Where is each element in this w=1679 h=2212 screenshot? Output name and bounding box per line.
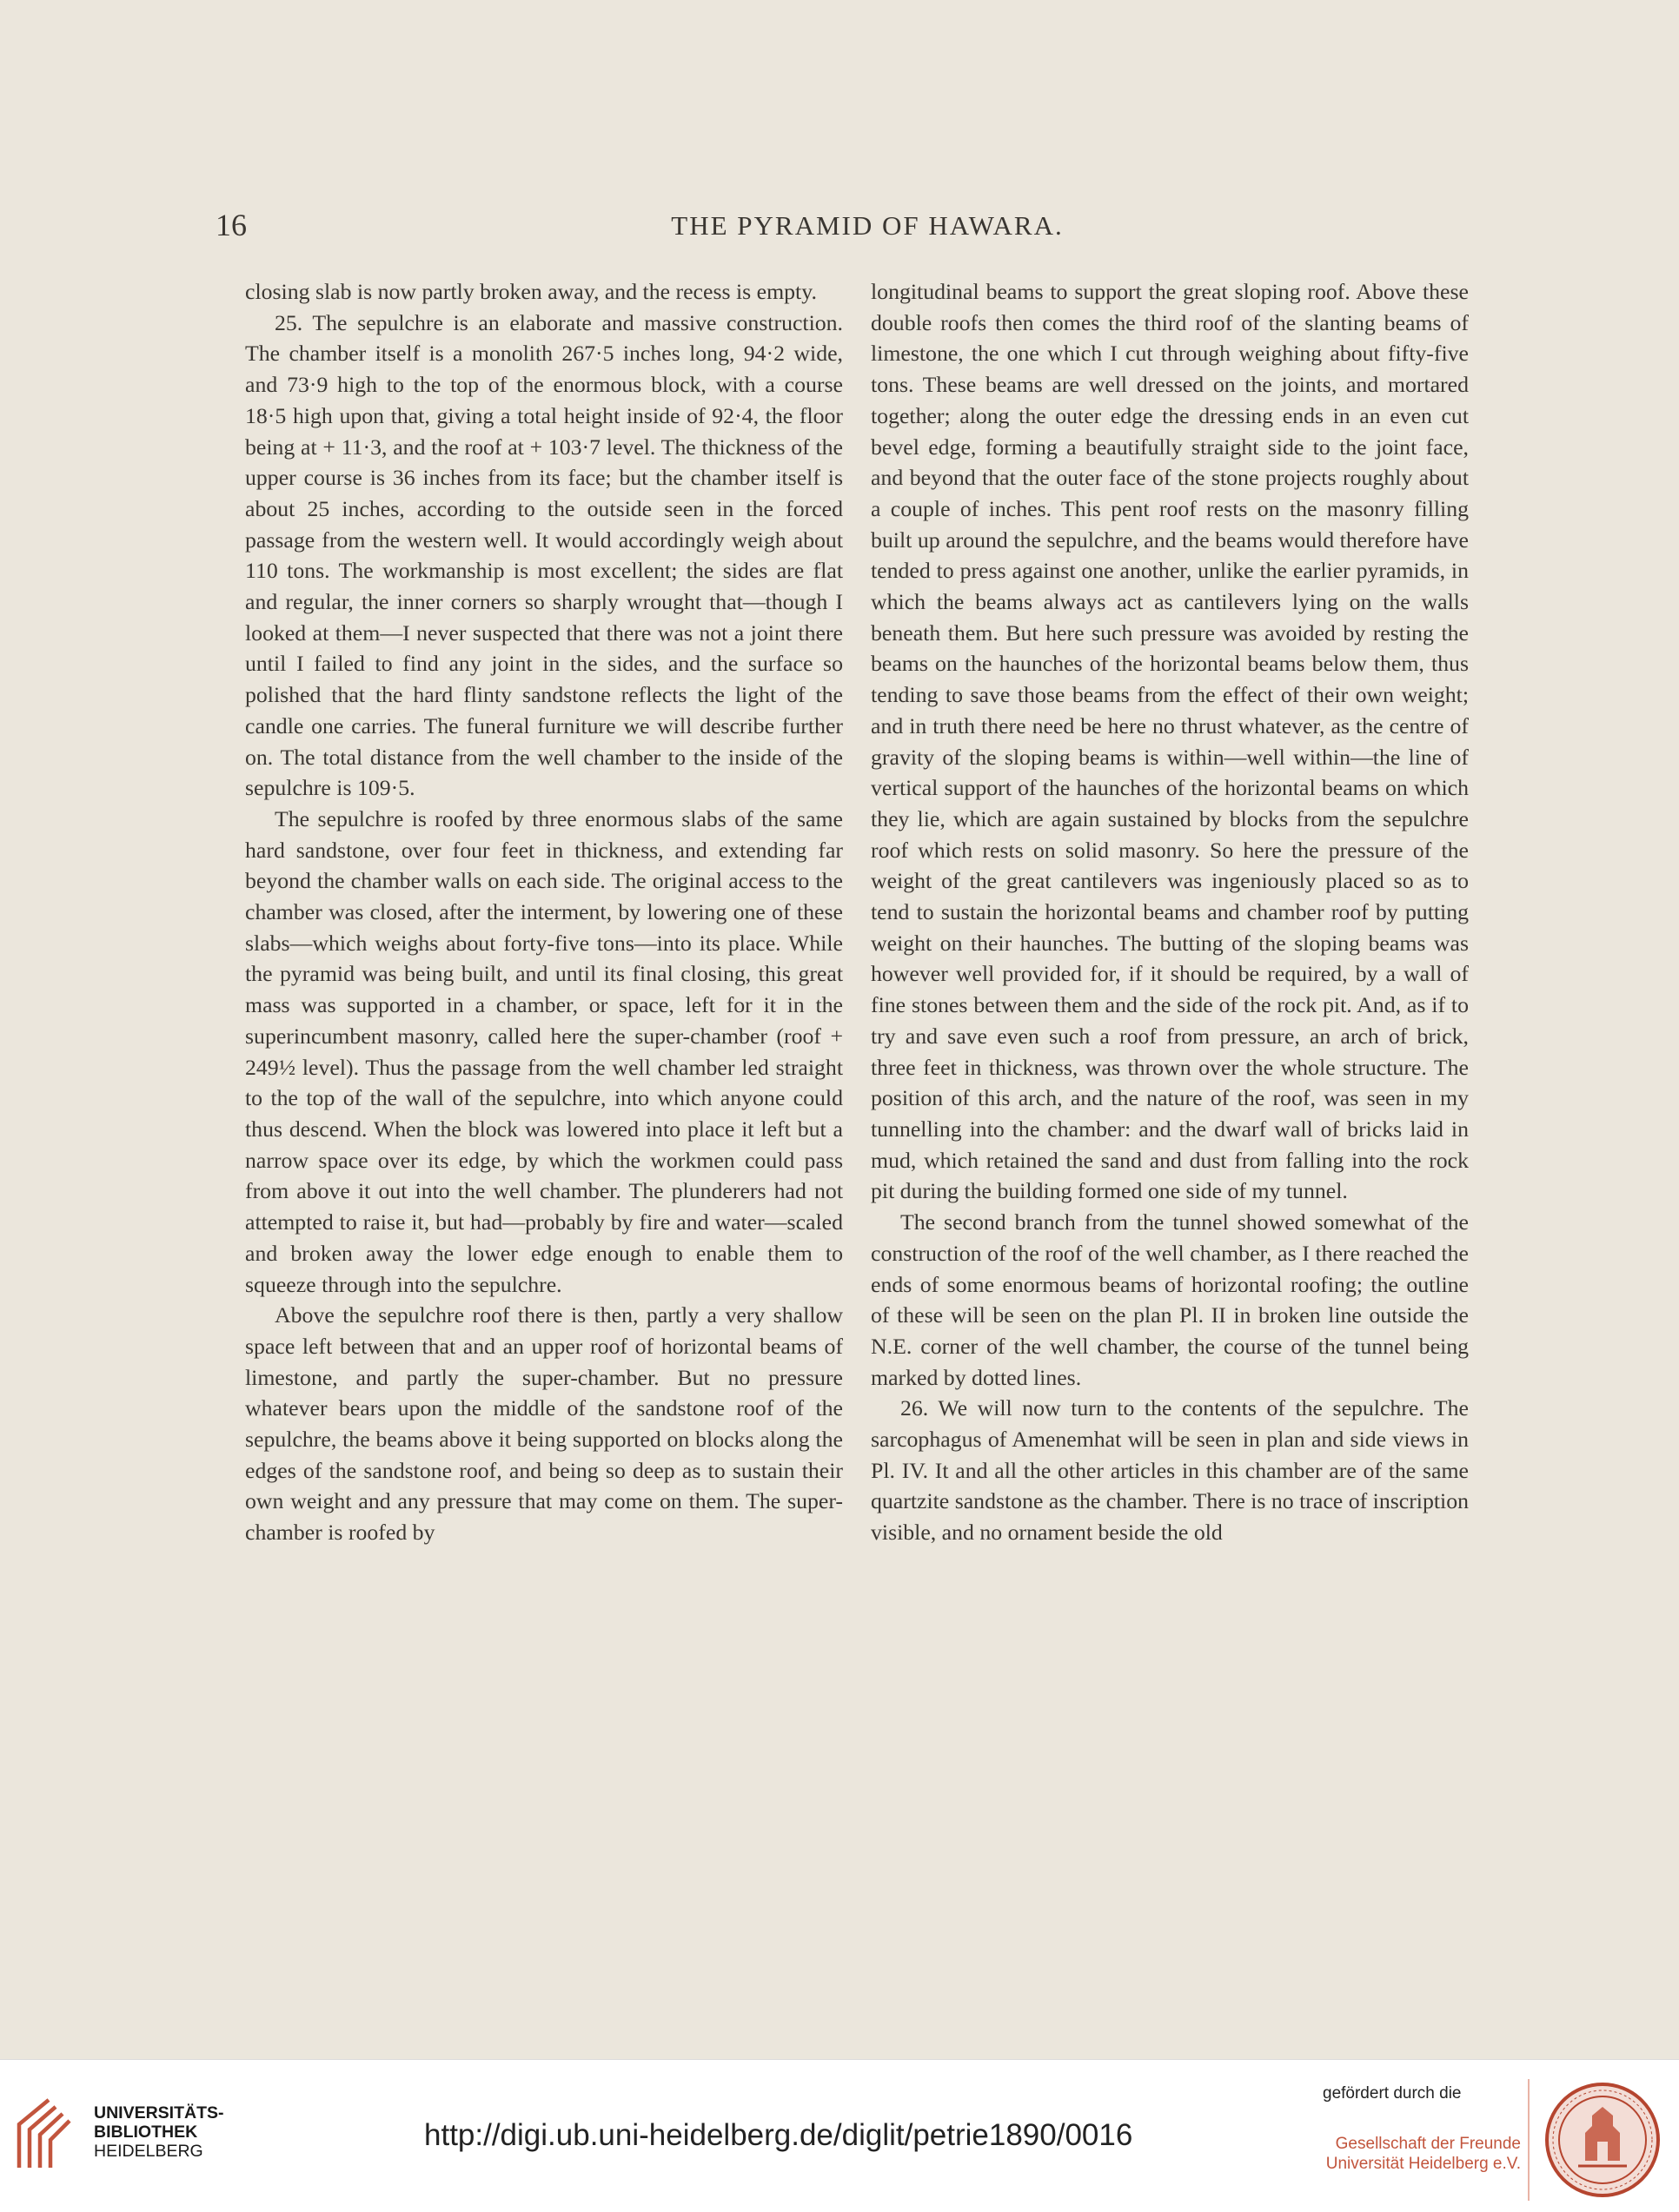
paragraph: Above the sepulchre roof there is then, partly a very shallow space left between that and an upper roof of horizontal beams of limestone, and partly the super-chamber. But no pressure whatever bears upon the middle of the sandstone roof of the sepulchre, the beams above it being supported on blocks along the edges of the sandstone roof, and being so deep as to sustain their own weight and any pressure that may come on them. The super-chamber is roofed by	[245, 1302, 843, 1546]
library-logo-icon[interactable]	[14, 2095, 85, 2173]
right-column	[871, 276, 1469, 1548]
paragraph: longitudinal beams to support the great sloping roof. Above these double roofs then comes the third roof of the slanting beams of limestone, the one which I cut through weighing about fifty-five tons. These beams are well dressed on the joints, and mortared together; along the outer edge the dressing ends in an even cut bevel edge, forming a beautifully straight side to the joint face, and beyond that the outer face of the stone projects roughly about a couple of inches. This pent roof rests on the masonry filling built up around the sepulchre, and the beams would therefore have tended to press against one another, unlike the earlier pyramids, in which the beams always act as cantilevers lying on the walls beneath them. But here such pressure was avoided by resting the beams on the haunches of the horizontal beams below them, thus tending to save those beams from the effect of their own weight; and in truth there need be here no thrust whatever, as the centre of gravity of the sloping beams is within—well within—the line of vertical support of the haunches of the horizontal beams on which they lie, which are again sustained by blocks from the sepulchre roof which rests on solid masonry. So here the pressure of the weight of the great cantilevers was ingeniously placed so as to tend to sustain the horizontal beams and chamber roof by putting weight on their haunches. The butting of the sloping beams was however well provided for, if it should be required, by a wall of fine stones between them and the side of the rock pit. And, as if to try and save even such a roof from pressure, an arch of brick, three feet in thickness, was thrown over the whole structure. The position of this arch, and the nature of the roof, was seen in my tunnelling into the chamber: and the dwarf wall of bricks laid in mud, which retained the sand and dust from falling into the rock pit during the building formed one side of my tunnel.	[871, 279, 1469, 1204]
paragraph: The second branch from the tunnel showed somewhat of the construction of the roof of the well chamber, as I there reached the ends of some enormous beams of horizontal roofing; the outline of these will be seen on the plan Pl. II in broken line outside the N.E. corner of the well chamber, the course of the tunnel being marked by dotted lines.	[871, 1209, 1469, 1390]
funded-by-label: gefördert durch die	[1323, 2084, 1462, 2103]
page-number: 16	[216, 208, 247, 242]
society-name: Gesellschaft der Freunde Universität Heidelberg e.V.	[1325, 2135, 1521, 2173]
paragraph: 26. We will now turn to the contents of the sepulchre. The sarcophagus of Amenemhat will be seen in plan and side views in Pl. IV. It and all the other articles in this chamber are of the same quartzite sandstone as the chamber. There is no trace of inscription visible, and no ornament beside the old	[871, 1395, 1469, 1546]
running-title: THE PYRAMID OF HAWARA.	[671, 210, 1064, 241]
permalink-url[interactable]: http://digi.ub.uni-heidelberg.de/diglit/petrie1890/0016	[424, 2118, 1133, 2152]
library-name: UNIVERSITÄTS- BIBLIOTHEK HEIDELBERG	[94, 2103, 224, 2161]
footer-divider	[1528, 2079, 1530, 2201]
paragraph: 25. The sepulchre is an elaborate and massive construction. The chamber itself is a monolith 267·5 inches long, 94·2 wide, and 73·9 high to the top of the enormous block, with a course 18·5 high upon that, giving a total height inside of 92·4, the floor being at + 11·3, and the roof at + 103·7 level. The thickness of the upper course is 36 inches from its face; but the chamber itself is about 25 inches, according to the outside seen in the forced passage from the western well. It would accordingly weigh about 110 tons. The workmanship is most excellent; the sides are flat and regular, the inner corners so sharply wrought that—though I looked at them—I never suspected that there was not a joint there until I failed to find any joint in the sides, and the surface so polished that the hard flinty sandstone reflects the light of the candle one carries. The funeral furniture we will describe further on. The total distance from the well chamber to the inside of the sepulchre is 109·5.	[245, 309, 843, 801]
university-seal-icon	[1543, 2081, 1662, 2199]
paragraph: closing slab is now partly broken away, and the recess is empty.	[245, 279, 817, 304]
paragraph: The sepulchre is roofed by three enormous slabs of the same hard sandstone, over four feet in thickness, and extending far beyond the chamber walls on each side. The original access to the chamber was closed, after the interment, by lowering one of these slabs—which weighs about forty-five tons—into its place. While the pyramid was being built, and until its final closing, this great mass was supported in a chamber, or space, left for it in the superincumbent masonry, called here the super-chamber (roof + 249½ level). Thus the passage from the well chamber led straight to the top of the wall of the sepulchre, into which anyone could thus descend. When the block was lowered into place it left but a narrow space over its edge, by which the workmen could pass from above it out into the well chamber. The plunderers had not attempted to raise it, but had—probably by fire and water—scaled and broken away the lower edge enough to enable them to squeeze through into the sepulchre.	[245, 805, 843, 1297]
left-column	[245, 276, 843, 1548]
digitization-footer	[0, 2059, 1679, 2212]
page-header	[216, 207, 1467, 250]
